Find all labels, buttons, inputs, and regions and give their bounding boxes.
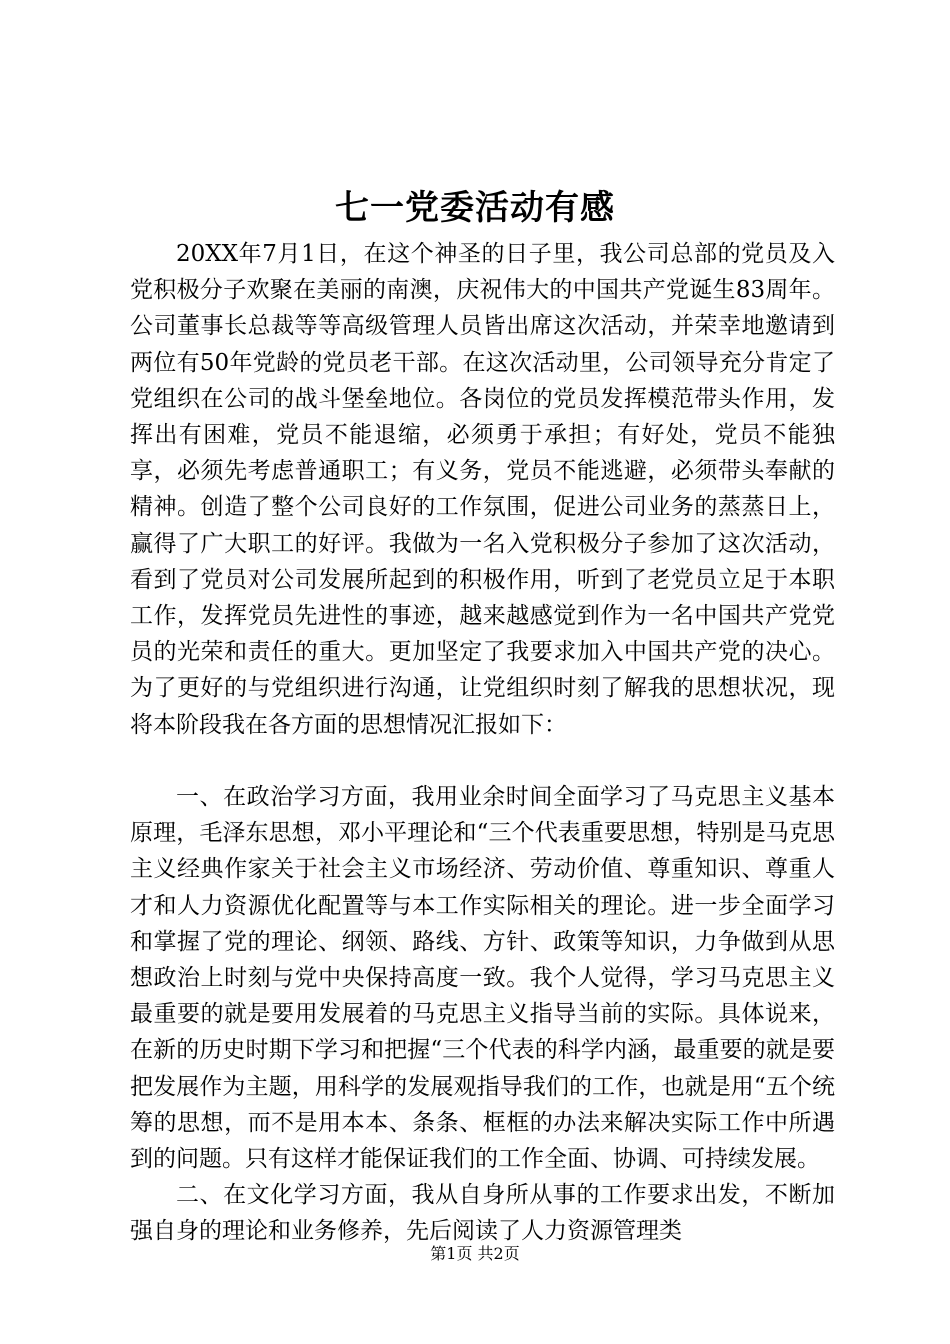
paragraph-intro: 20XX年7月1日，在这个神圣的日子里，我公司总部的党员及入党积极分子欢聚在美丽的南澳，庆祝伟大的中国共产党诞生83周年。公司董事长总裁等等高级管理人员皆出席这次活动，并荣幸地邀请到两位有50年党龄的党员老干部。在这次活动里，公司领导充分肯定了党组织在公司的战斗堡垒地位。各岗位的党员发挥模范带头作用，发挥出有困难，党员不能退缩，必须勇于承担；有好处，党员不能独享，必须先考虑普通职工；有义务，党员不能逃避，必须带头奉献的精神。创造了整个公司良好的工作氛围，促进公司业务的蒸蒸日上，赢得了广大职工的好评。我做为一名入党积极分子参加了这次活动，看到了党员对公司发展所起到的积极作用，听到了老党员立足于本职工作，发挥党员先进性的事迹，越来越感觉到作为一名中国共产党党员的光荣和责任的重大。更加坚定了我要求加入中国共产党的决心。为了更好的与党组织进行沟通，让党组织时刻了解我的思想状况，现将本阶段我在各方面的思想情况汇报如下：	[130, 241, 835, 738]
document-title: 七一党委活动有感	[335, 188, 615, 228]
paragraph-cultural-study: 二、在文化学习方面，我从自身所从事的工作要求出发，不断加强自身的理论和业务修养，先后阅读了人力资源管理类	[130, 1182, 835, 1245]
page-number-footer: 第1页 共2页	[430, 1244, 520, 1263]
paragraph-gap	[130, 743, 835, 779]
document-body	[130, 236, 835, 1250]
paragraph-political-study: 一、在政治学习方面，我用业余时间全面学习了马克思主义基本原理，毛泽东思想，邓小平理论和“三个代表重要思想，特别是马克思主义经典作家关于社会主义市场经济、劳动价值、尊重知识、尊重人才和人力资源优化配置等与本工作实际相关的理论。进一步全面学习和掌握了党的理论、纲领、路线、方针、政策等知识，力争做到从思想政治上时刻与党中央保持高度一致。我个人觉得，学习马克思主义最重要的就是要用发展着的马克思主义指导当前的实际。具体说来，在新的历史时期下学习和把握“三个代表的科学内涵，最重要的就是要把发展作为主题，用科学的发展观指导我们的工作，也就是用“五个统筹的思想，而不是用本本、条条、框框的办法来解决实际工作中所遇到的问题。只有这样才能保证我们的工作全面、协调、可持续发展。	[130, 784, 835, 1173]
